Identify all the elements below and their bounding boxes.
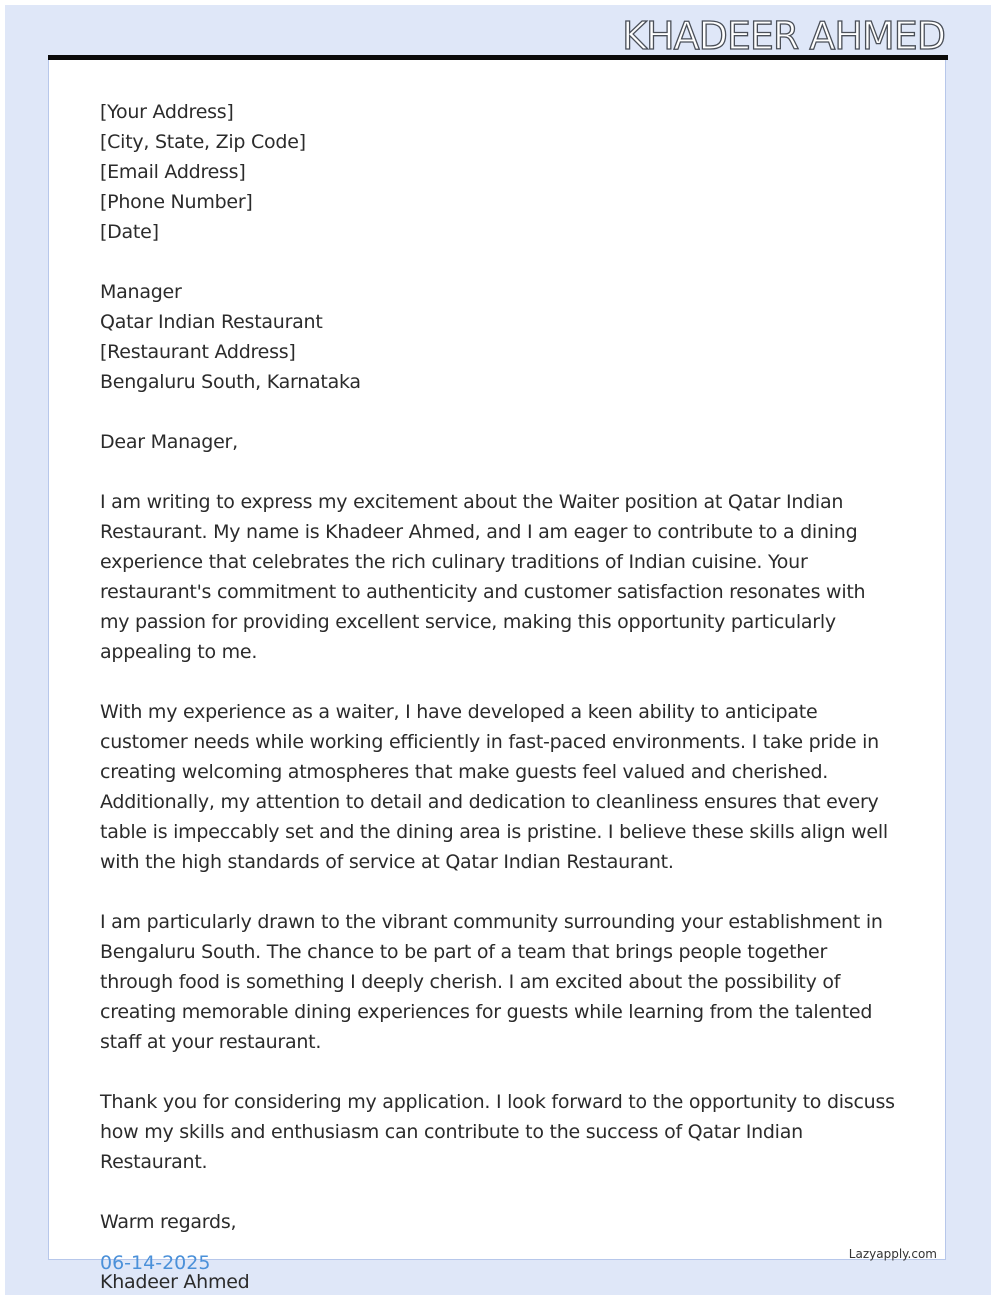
sender-city-state-zip: [City, State, Zip Code] (100, 131, 306, 153)
sender-address: [Your Address] (100, 101, 234, 123)
sender-date: [Date] (100, 221, 159, 243)
body-paragraph: With my experience as a waiter, I have developed a keen ability to anticipate customer needs while working efficiently in fast-paced environments. I take pride in creating welcoming atmospheres that make guests feel valued and cherished. Additionally, my attention to detail and dedication to cleanliness ensures that every table is impeccably set and the dining area is pristine. I believe these skills align well with the high standards of service at Qatar Indian Restaurant. (100, 701, 888, 873)
candidate-name-heading: KHADEER AHMED (622, 14, 945, 58)
closing: Warm regards, (100, 1211, 237, 1233)
body-paragraph: Thank you for considering my application. I look forward to the opportunity to discuss how my skills and enthusiasm can contribute to the success of Qatar Indian Restaurant. (100, 1091, 895, 1173)
recipient-address: [Restaurant Address] (100, 341, 296, 363)
signature: Khadeer Ahmed (100, 1271, 250, 1293)
body-paragraph: I am writing to express my excitement about the Waiter position at Qatar Indian Restaurant. My name is Khadeer Ahmed, and I am eager to contribute to a dining experience that celebrates the rich culinary traditions of Indian cuisine. Your restaurant's commitment to authenticity and customer satisfaction resonates with my passion for providing excellent service, making this opportunity particularly appealing to me. (100, 491, 866, 663)
body-paragraph: I am particularly drawn to the vibrant community surrounding your establishment in Bengaluru South. The chance to be part of a team that brings people together through food is something I deeply cherish. I am excited about the possibility of creating memorable dining experiences for guests while learning from the talented staff at your restaurant. (100, 911, 883, 1053)
recipient-company: Qatar Indian Restaurant (100, 311, 323, 333)
sender-email: [Email Address] (100, 161, 246, 183)
recipient-location: Bengaluru South, Karnataka (100, 371, 361, 393)
footer-brand: Lazyapply.com (848, 1247, 937, 1261)
cover-letter-body (100, 97, 900, 1297)
footer-date: 06-14-2025 (100, 1252, 211, 1274)
recipient-title: Manager (100, 281, 182, 303)
sender-phone: [Phone Number] (100, 191, 253, 213)
salutation: Dear Manager, (100, 431, 238, 453)
